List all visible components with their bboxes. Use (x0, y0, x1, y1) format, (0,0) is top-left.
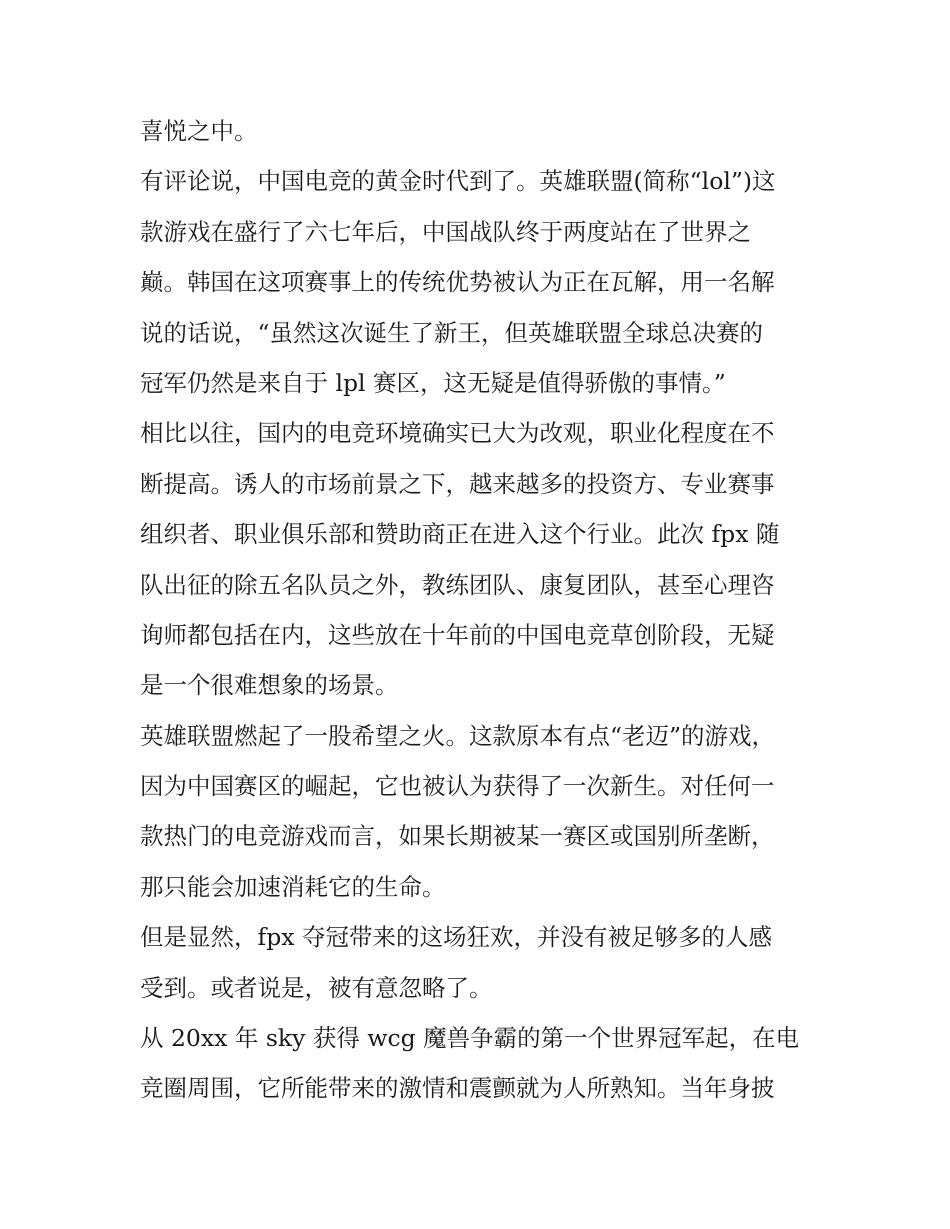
text-line: 英雄联盟燃起了一股希望之火。这款原本有点“老迈”的游戏， (140, 721, 776, 750)
text-line: 款热门的电竞游戏而言，如果长期被某一赛区或国别所垄断， (140, 822, 775, 851)
text-line: 喜悦之中。 (140, 117, 258, 145)
text-line: 款游戏在盛行了六七年后，中国战队终于两度站在了世界之 (140, 217, 751, 246)
text-line: 但是显然，fpx 夺冠带来的这场狂欢，并没有被足够多的人感 (140, 923, 772, 952)
text-line: 冠军仍然是来自于 lpl 赛区，这无疑是值得骄傲的事情。” (140, 368, 726, 397)
text-line: 队出征的除五名队员之外，教练团队、康复团队，甚至心理咨 (140, 570, 775, 599)
text-line: 组织者、职业俱乐部和赞助商正在进入这个行业。此次 fpx 随 (140, 520, 780, 549)
text-line: 受到。或者说是，被有意忽略了。 (140, 973, 493, 1002)
text-line: 断提高。诱人的市场前景之下，越来越多的投资方、专业赛事 (140, 469, 775, 498)
text-line: 询师都包括在内，这些放在十年前的中国电竞草创阶段，无疑 (140, 620, 775, 649)
text-line: 巅。韩国在这项赛事上的传统优势被认为正在瓦解，用一名解 (140, 268, 775, 297)
text-line: 竞圈周围，它所能带来的激情和震颤就为人所熟知。当年身披 (140, 1074, 775, 1103)
text-line: 是一个很难想象的场景。 (140, 671, 399, 700)
text-line: 有评论说，中国电竞的黄金时代到了。英雄联盟(简称“lol”)这 (140, 167, 776, 196)
text-line: 说的话说，“虽然这次诞生了新王，但英雄联盟全球总决赛的 (140, 318, 764, 347)
document-body (140, 106, 815, 1114)
text-line: 相比以往，国内的电竞环境确实已大为改观，职业化程度在不 (140, 419, 775, 448)
text-line: 那只能会加速消耗它的生命。 (140, 872, 446, 901)
text-line: 从 20xx 年 sky 获得 wcg 魔兽争霸的第一个世界冠军起，在电 (140, 1024, 800, 1053)
text-line: 因为中国赛区的崛起，它也被认为获得了一次新生。对任何一 (140, 772, 775, 801)
